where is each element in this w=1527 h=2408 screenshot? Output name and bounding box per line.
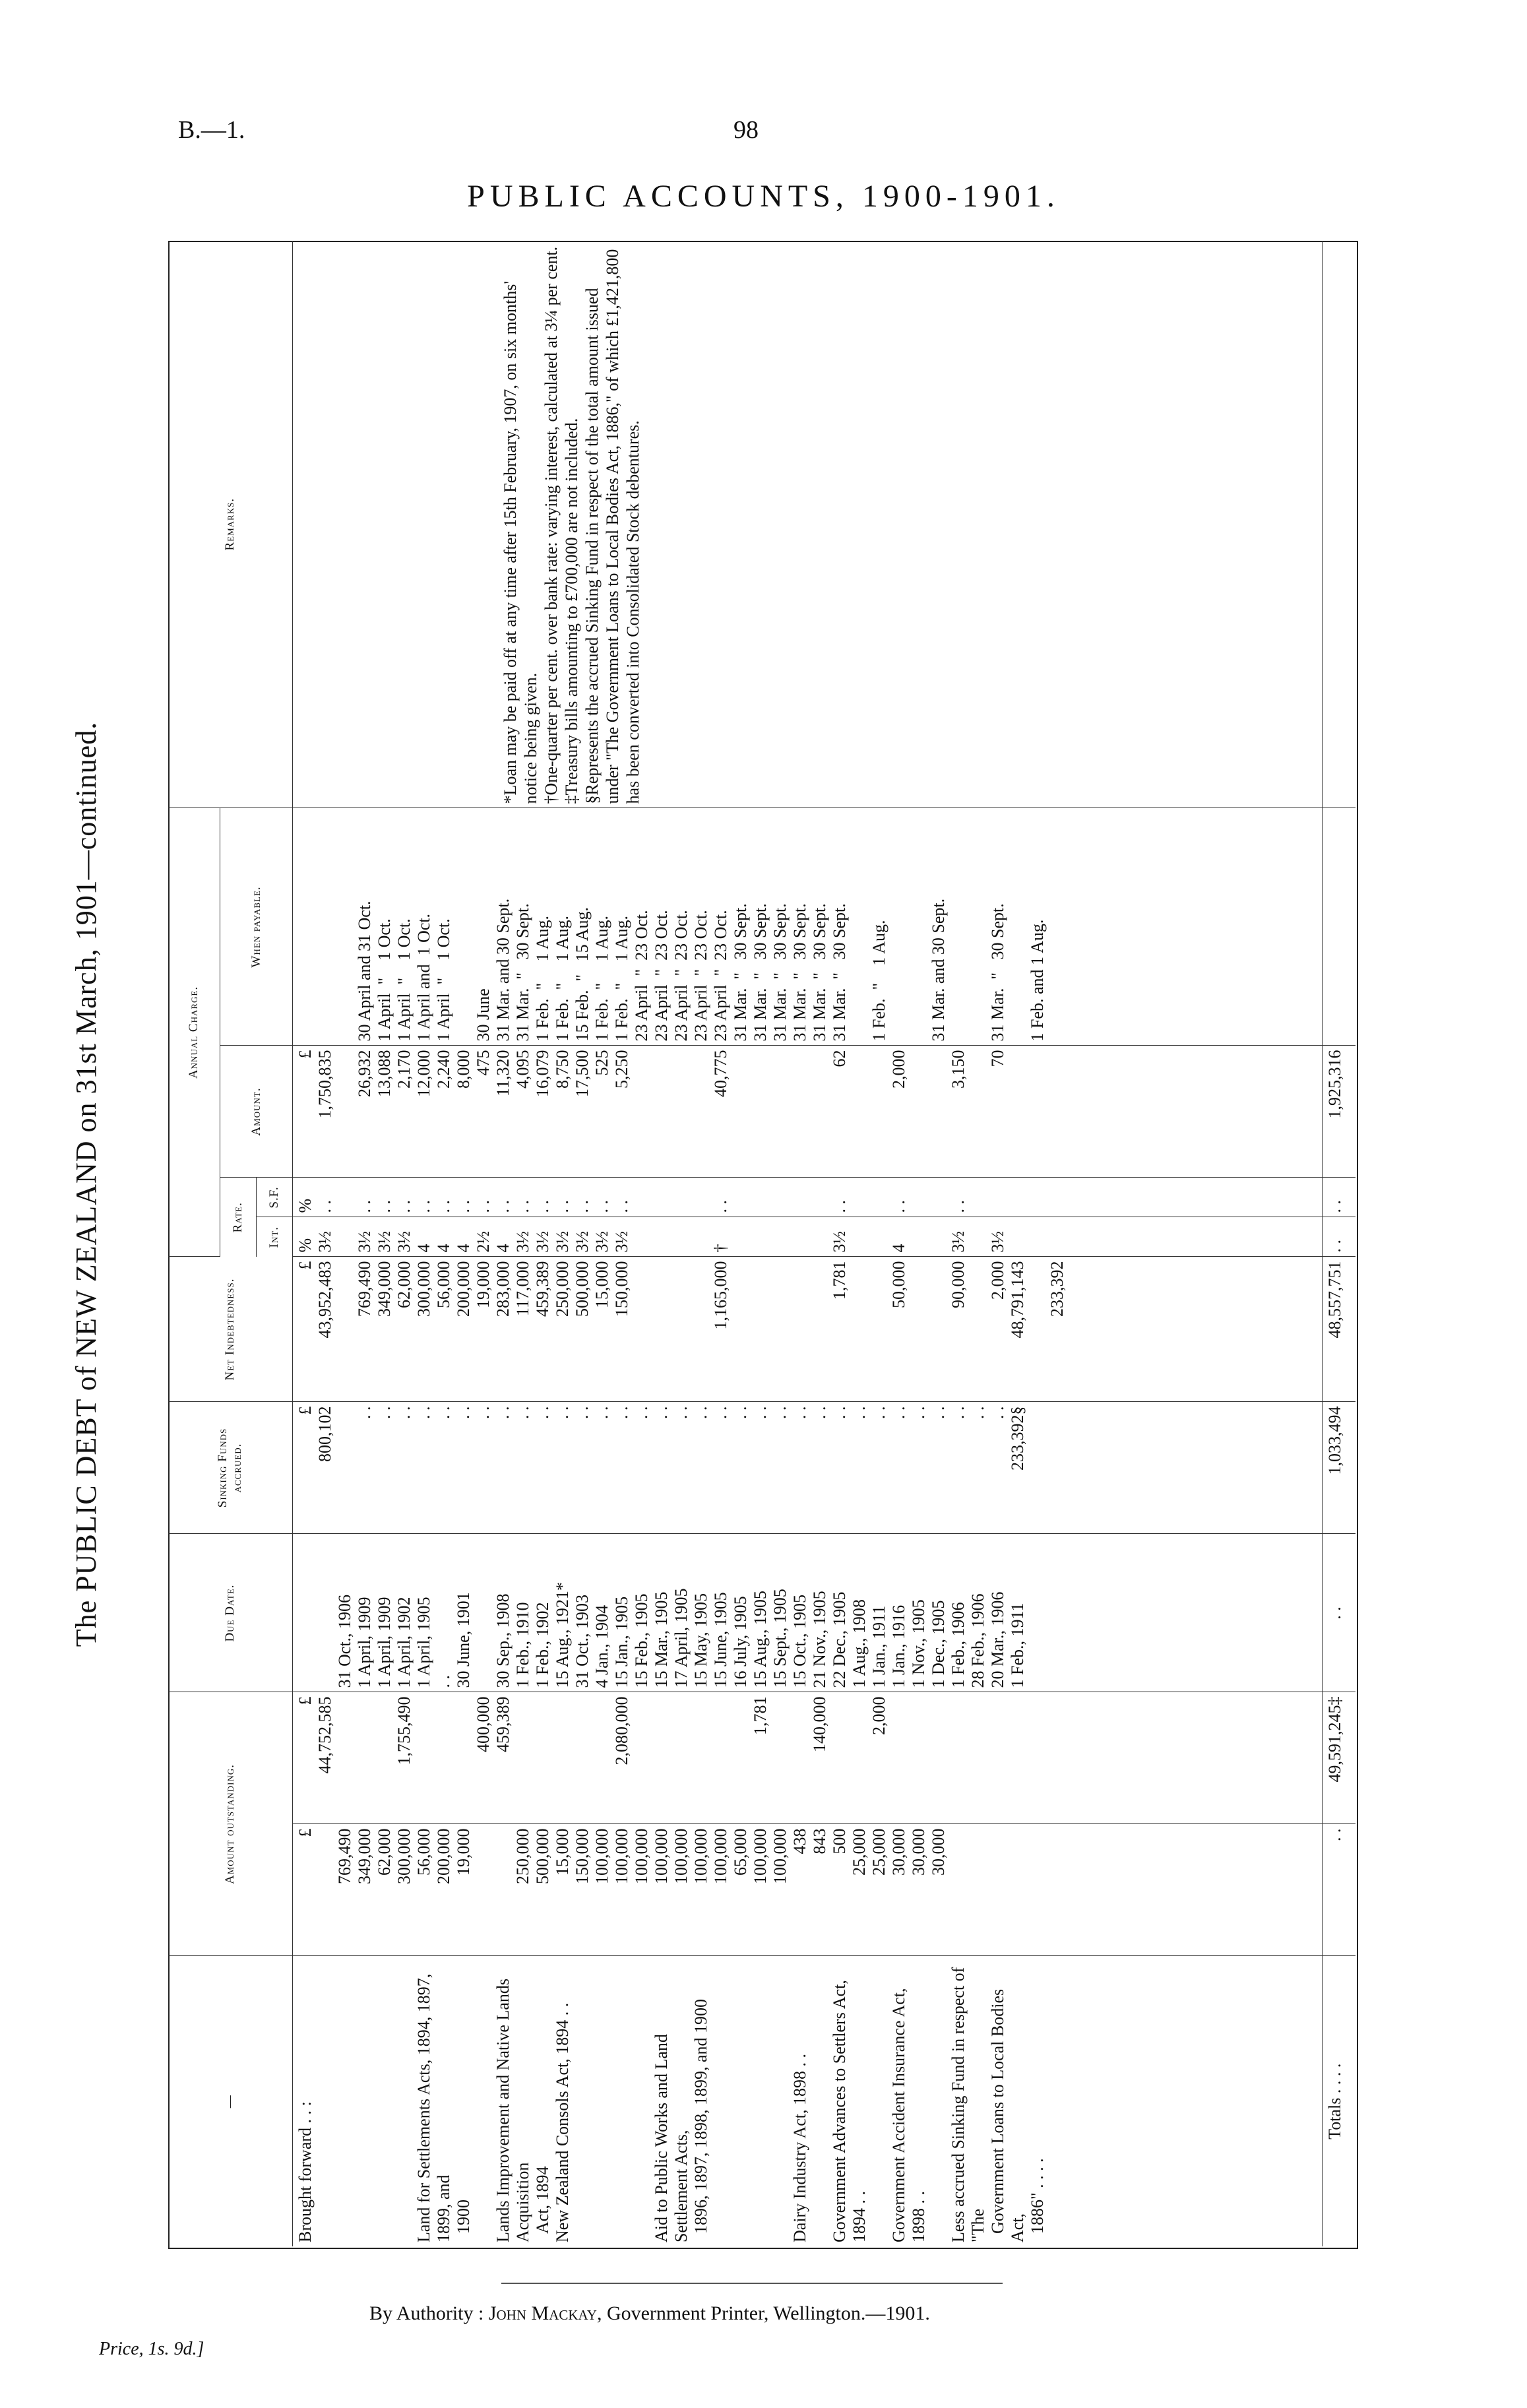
totals-remarks (1322, 241, 1356, 808)
cell-amount-total: £ 44,752,585 1,755,490 400,000 459,389 2,080,000 1,781 140,000 2,000 (293, 1692, 1323, 1824)
col-header-net-indebtedness: Net Indebtedness. (168, 1257, 293, 1402)
col-header-amount: Amount. (220, 1046, 293, 1178)
page-number: 98 (733, 116, 759, 144)
footer-rule (501, 2283, 1003, 2284)
table-body-row (293, 241, 1323, 2246)
totals-label: Totals . . . . (1322, 1956, 1356, 2246)
col-header-amount-outstanding: Amount outstanding. (168, 1692, 293, 1956)
rotated-table-container (70, 241, 1356, 2246)
cell-remarks: *Loan may be paid off at any time after 15th February, 1907, on six months' notice being given. †One-quarter per cent. over bank rate: varying interest, calculated at 3¼ per cent. ‡Treasury bills amounting to £700,000 are not included. §Represents the accrued Sinking Fund in respect of the total amount issued under "The Government Loans to Local Bodies Act, 1886," of which £1,421,800 has been converted into Consolidated Stock debentures. (293, 241, 1323, 808)
col-header-sinking-funds: Sinking Funds accrued. (168, 1402, 293, 1534)
cell-sf-rate: % . . . . . . . . . . . . . . . . . . . . . . . . . . . . . . . . . . . . . . (293, 1178, 1323, 1217)
totals-due: . . (1322, 1534, 1356, 1692)
totals-row (1322, 241, 1356, 2246)
totals-annual-amount: 1,925,316 (1322, 1046, 1356, 1178)
cell-annual-amount: £ 1,750,835 26,932 13,088 2,170 12,000 2,240 8,000 475 11,320 4,095 16,079 8,750 17,500 525 5,250 40,775 62 2,000 3,150 70 (293, 1046, 1323, 1178)
col-header-int: Int. (257, 1217, 293, 1257)
price-note: Price, 1s. 9d.] (99, 2339, 204, 2359)
printer-imprint (369, 2302, 930, 2325)
col-header-sf: S.F. (257, 1178, 293, 1217)
printer-name: John Mackay (488, 2302, 597, 2324)
col-header-rate: Rate. (220, 1178, 257, 1257)
rotated-table-content (70, 241, 1356, 2246)
cell-interest-rate: % 3½ 3½ 3½ 3½ 4 4 4 2½ 4 3½ 3½ 3½ 3½ 3½ 3½ † 3½ 4 3½ 3½ (293, 1217, 1323, 1257)
cell-net-indebtedness: £ 43,952,483 769,490 349,000 62,000 300,000 56,000 200,000 19,000 283,000 117,000 459,389 250,000 500,000 15,000 150,000 1,165,000 1,781 50,000 90,000 2,000 48,791,143 233,392 (293, 1257, 1323, 1402)
totals-int: . . (1322, 1217, 1356, 1257)
col-header-due-date: Due Date. (168, 1534, 293, 1692)
cell-descriptions: Brought forward . . : Land for Settlements Acts, 1894, 1897, 1899, and 1900 Lands Improvement and Native Lands Acquisition Act, 1894 New Zealand Consols Act, 1894 . . Aid to Public Works and Land Settlement Acts, 1896, 1897, 1898, 1899, and 1900 Dairy Industry Act, 1898 . . Government Advances to Settlers Act, 1894 . . Government Accident Insurance Act, 1898 . . Less accrued Sinking Fund in respect of "The Government Loans to Local Bodies Act, 1886" . . . . (296, 1967, 1047, 2242)
imprint-prefix: By Authority : (369, 2302, 489, 2324)
col-header-description: — (168, 1956, 293, 2246)
cell-due-dates: 31 Oct., 1906 1 April, 1909 1 April, 1909 1 April, 1902 1 April, 1905 . . 30 June, 1901 30 Sep., 1908 1 Feb., 1910 1 Feb., 1902 15 Aug., 1921* 31 Oct., 1903 4 Jan., 1904 15 Jan., 1905 15 Feb., 1905 15 Mar., 1905 17 April, 1905 15 May, 1905 15 June, 1905 16 July, 1905 15 Aug., 1905 15 Sept., 1905 15 Oct., 1905 21 Nov., 1905 22 Dec., 1905 1 Aug., 1908 1 Jan., 1911 1 Jan., 1916 1 Nov., 1905 1 Dec., 1905 1 Feb., 1906 28 Feb., 1906 20 Mar., 1906 1 Feb., 1911 (293, 1534, 1323, 1692)
totals-when (1322, 808, 1356, 1046)
col-header-annual-charge: Annual Charge. (168, 808, 220, 1257)
col-header-remarks: Remarks. (168, 241, 293, 808)
imprint-suffix: , Government Printer, Wellington.—1901. (596, 2302, 930, 2324)
totals-sinking-funds: 1,033,494 (1322, 1402, 1356, 1534)
public-debt-table (168, 241, 1356, 2246)
cell-sinking-funds: £ 800,102 . . . . . . . . . . . . . . . . . . . . . . . . . . . . . . . . . . . . . . . . . . . . . . . . . . . . . . . . . . . . . . . . . . 233,392§ (293, 1402, 1323, 1534)
totals-amount-sub: . . (1322, 1824, 1356, 1956)
document-code: B.—1. (178, 116, 245, 144)
cell-when-payable: 30 April and 31 Oct. 1 April " 1 Oct. 1 April " 1 Oct. 1 April and 1 Oct. 1 April " 1 Oct. 30 June 31 Mar. and 30 Sept. 31 Mar. " 30 Sept. 1 Feb. " 1 Aug. 1 Feb. " 1 Aug. 15 Feb. " 15 Aug. 1 Feb. " 1 Aug. 1 Feb. " 1 Aug. 23 April " 23 Oct. 23 April " 23 Oct. 23 April " 23 Oct. 23 April " 23 Oct. 23 April " 23 Oct. 31 Mar. " 30 Sept. 31 Mar. " 30 Sept. 31 Mar. " 30 Sept. 31 Mar. " 30 Sept. 31 Mar. " 30 Sept. 31 Mar. " 30 Sept. 1 Feb. " 1 Aug. 31 Mar. and 30 Sept. 31 Mar. " 30 Sept. 1 Feb. and 1 Aug. (293, 808, 1323, 1046)
table-title: The PUBLIC DEBT of NEW ZEALAND on 31st March, 1901—continued. (70, 721, 102, 1647)
totals-sf: . . (1322, 1178, 1356, 1217)
page-title: PUBLIC ACCOUNTS, 1900-1901. (467, 179, 1060, 214)
totals-net-indebtedness: 48,557,751 (1322, 1257, 1356, 1402)
cell-amount-sub: £ 769,490 349,000 62,000 300,000 56,000 200,000 19,000 250,000 500,000 15,000 150,000 100,000 100,000 100,000 100,000 100,000 100,000 100,000 65,000 100,000 100,000 438 843 500 25,000 25,000 30,000 30,000 30,000 (293, 1824, 1323, 1956)
col-header-when-payable: When payable. (220, 808, 293, 1046)
totals-amount-outstanding: 49,591,245‡ (1322, 1692, 1356, 1824)
